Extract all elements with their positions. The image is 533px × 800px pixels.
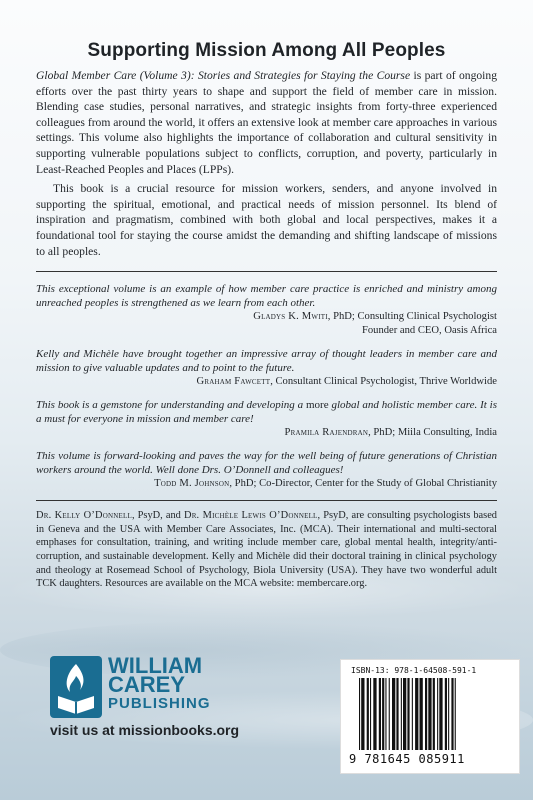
publisher-logo [50,653,250,738]
barcode-bar [403,678,406,750]
book-title: Global Member Care (Volume 3): Stories and Strategies for Staying the Course [36,69,411,82]
publisher-logo-row [50,653,250,718]
endorsement-text: This volume is forward-looking and paves the way for the well being of future generations of Christian workers around the world. Well done Drs. O’Donnell and colleagues! [36,450,497,477]
cover-title: Supporting Mission Among All Peoples [87,40,446,61]
divider [36,271,497,272]
endorser-credit: , Consultant Clinical Psychologist, Thrive Worldwide [270,376,497,388]
endorser-credit: , PhD; Consulting Clinical Psychologist [327,311,497,323]
barcode-digits: 9 781645 085911 [349,752,465,766]
isbn-barcode [340,659,520,774]
flame-book-icon [50,656,102,718]
barcode-bar [359,678,360,750]
back-cover-text [36,40,497,591]
endorser-name: Pramila Rajendran [284,427,369,439]
endorsement [36,347,497,389]
publisher-name-line: WILLIAM [108,653,203,678]
intro-paragraph-1-text: is part of ongoing efforts over the past thirty years to shape and support the field of member care in mission. Blending case studies, personal narratives, and strategic insights from forty-three experienced colleagues from around the world, it offers an extensive look at member care approaches in various settings. This volume also highlights the importance of collaboration and cultural sensitivity in supporting vulnerable populations subject to conflicts, corruption, and poverty, particularly in Least-Reached Peoples and Places (LPPs). [36,69,497,176]
endorsement-attribution [36,310,497,324]
intro-paragraph-2: This book is a crucial resource for mission workers, senders, and anyone involved in supporting the spiritual, emotional, and practical needs of mission personnel. Its blend of inspiration and pragmatism, combined with both global and local perspectives, makes it a foundational tool for staying the course amidst the demanding and shifting landscape of missions to all peoples. [36,182,497,258]
endorsement-attribution [36,477,497,491]
publisher-name [108,653,211,713]
barcode-bar [445,678,447,750]
endorsement-text-part: global and holistic member care. It is a must for everyone in mission and member care! [36,399,497,426]
barcode-bar [392,678,395,750]
barcode-bar [448,678,449,750]
author-name: Dr. Michèle Lewis O’Donnell [183,510,318,522]
endorsement-attribution [36,426,497,440]
endorser-credit: , PhD; Miila Consulting, India [368,427,497,439]
endorsement-text: Kelly and Michèle have brought together an impressive array of thought leaders in member care and mission to give valuable updates and to point to the future. [36,348,497,375]
endorsement-text [36,398,497,426]
publisher-name-line: PUBLISHING [108,695,211,712]
author-name: Dr. Kelly O’Donnell [36,510,132,522]
endorsement [36,398,497,440]
publisher-website: visit us at missionbooks.org [50,722,240,738]
barcode-bar [396,678,398,750]
isbn-label: ISBN-13: 978-1-64508-591-1 [351,666,477,675]
intro-paragraph-1 [36,68,497,177]
barcode-bar [370,678,371,750]
endorsement [36,449,497,491]
endorser-credit: , PhD; Co-Director, Center for the Study of Global Christianity [229,478,497,490]
barcode-bar [401,678,402,750]
endorsement-text-emphasis: more [305,399,329,412]
barcode-bar [379,678,381,750]
barcode-bar [412,678,413,750]
barcode-bar [455,678,456,750]
divider [36,500,497,501]
barcode-bar [439,678,442,750]
endorsement-text-part: This book is a gemstone for understanding and developing a [36,399,306,412]
barcode-bar [433,678,435,750]
barcode-bar [437,678,438,750]
publisher-name-line: CAREY [108,672,186,697]
endorser-name: Gladys K. Mwiti [253,311,328,323]
barcode-bar [415,678,418,750]
barcode-bar [407,678,409,750]
barcode-bar [367,678,369,750]
barcode-bar [451,678,453,750]
barcode-bar [420,678,423,750]
barcode-bar [425,678,427,750]
barcode-bar [373,678,376,750]
barcode-bar [428,678,431,750]
barcode-bar [389,678,390,750]
endorser-name: Graham Fawcett [196,376,271,388]
endorser-credit-line2: Founder and CEO, Oasis Africa [361,325,497,337]
barcode-bar [361,678,364,750]
barcode-bar [382,678,384,750]
author-bio-text: , PsyD, and [131,510,184,522]
endorsement [36,282,497,338]
author-bio [36,509,497,591]
endorser-name: Todd M. Johnson [154,478,230,490]
barcode-bar [385,678,386,750]
author-bio-text: , PsyD, are consulting psychologists based in Geneva and the USA with Member Care Associates, Inc. (MCA). Their international and multi-sectoral emphases for consultation, training, and writing include member care, global mental health, integrity/anti-corruption, and sustainable development. Kelly and Michèle did their doctoral training in clinical psychology and theology at Rosemead School of Psychology, Biola University (USA). They have two wonderful adult TCK daughters. Resources are available on the MCA website: membercare.org. [36,510,498,590]
endorsement-attribution [36,375,497,389]
endorsement-text: This exceptional volume is an example of how member care practice is enriched and ministry among unreached peoples is strengthened as we learn from each other. [36,283,497,310]
